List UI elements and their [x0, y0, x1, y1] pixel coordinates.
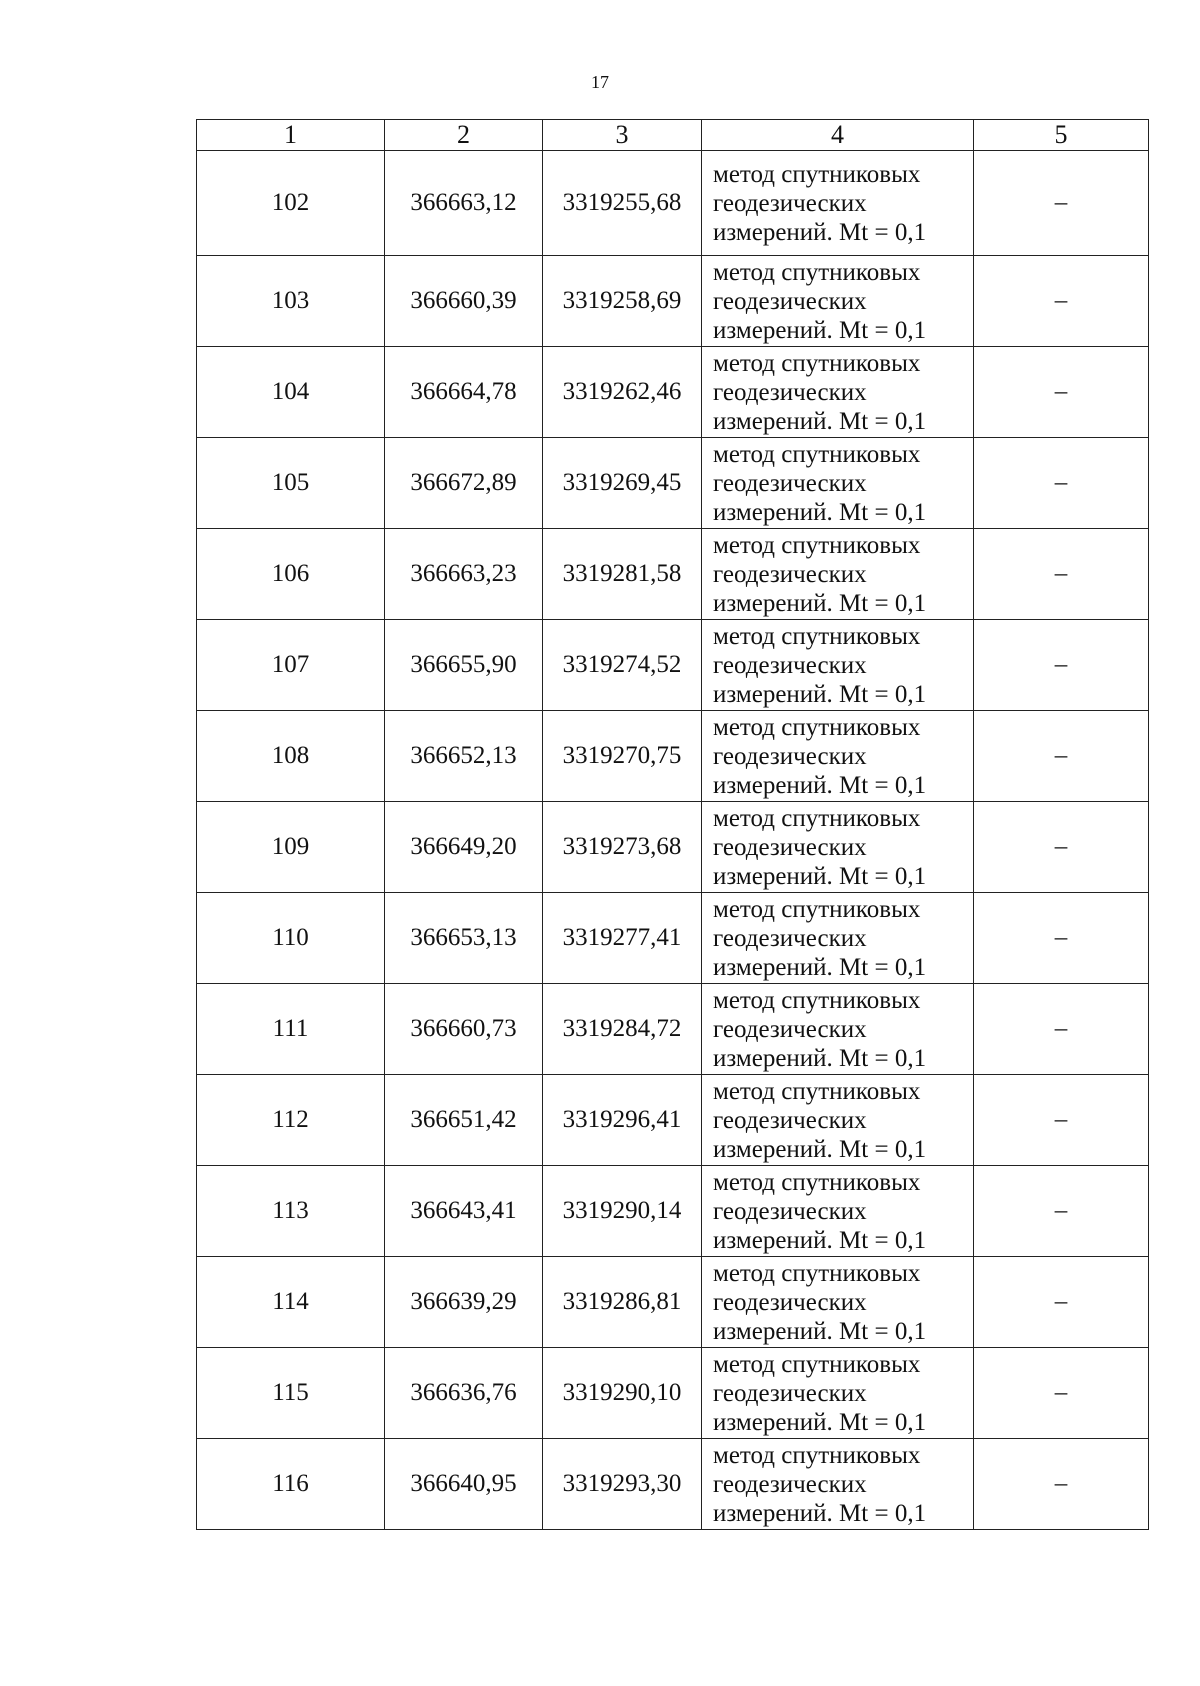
- method-description-line: метод спутниковых: [713, 440, 921, 468]
- method-description-cell: [702, 347, 974, 438]
- point-number-cell: 102: [197, 151, 385, 256]
- coordinate-y-cell: 3319262,46: [543, 347, 702, 438]
- table-row: [197, 1075, 1149, 1166]
- table-header: [197, 120, 1149, 151]
- table-row: [197, 1348, 1149, 1439]
- coordinate-x-cell: 366643,41: [385, 1166, 543, 1257]
- method-description-cell: [702, 1348, 974, 1439]
- coordinate-y-cell: 3319258,69: [543, 256, 702, 347]
- table-row: [197, 893, 1149, 984]
- method-description-line: геодезических: [713, 560, 867, 588]
- header-col-3: 3: [543, 120, 702, 151]
- method-description-line: геодезических: [713, 469, 867, 497]
- coordinates-table: [196, 119, 1149, 1530]
- method-description-cell: [702, 1075, 974, 1166]
- method-description-line: геодезических: [713, 1015, 867, 1043]
- method-description-line: измерений. Mt = 0,1: [713, 1226, 927, 1254]
- method-description-cell: [702, 256, 974, 347]
- method-description-line: метод спутниковых: [713, 986, 921, 1014]
- coordinate-y-cell: 3319293,30: [543, 1439, 702, 1530]
- method-description-line: геодезических: [713, 1197, 867, 1225]
- method-description-cell: [702, 984, 974, 1075]
- method-description-line: измерений. Mt = 0,1: [713, 1408, 927, 1436]
- coordinate-x-cell: 366655,90: [385, 620, 543, 711]
- point-number-cell: 103: [197, 256, 385, 347]
- method-description-cell: [702, 620, 974, 711]
- point-number-cell: 107: [197, 620, 385, 711]
- note-cell: –: [974, 347, 1149, 438]
- header-row: [197, 120, 1149, 151]
- coordinate-y-cell: 3319286,81: [543, 1257, 702, 1348]
- coordinate-x-cell: 366651,42: [385, 1075, 543, 1166]
- coordinate-y-cell: 3319255,68: [543, 151, 702, 256]
- method-description-line: метод спутниковых: [713, 160, 921, 188]
- method-description-line: измерений. Mt = 0,1: [713, 218, 927, 246]
- method-description-line: геодезических: [713, 1288, 867, 1316]
- method-description-line: метод спутниковых: [713, 258, 921, 286]
- note-cell: –: [974, 620, 1149, 711]
- table-row: [197, 1257, 1149, 1348]
- header-col-4: 4: [702, 120, 974, 151]
- coordinate-y-cell: 3319270,75: [543, 711, 702, 802]
- method-description-line: измерений. Mt = 0,1: [713, 1135, 927, 1163]
- method-description-line: измерений. Mt = 0,1: [713, 1317, 927, 1345]
- point-number-cell: 104: [197, 347, 385, 438]
- method-description-cell: [702, 711, 974, 802]
- method-description-line: геодезических: [713, 1470, 867, 1498]
- method-description-cell: [702, 438, 974, 529]
- method-description-line: геодезических: [713, 189, 867, 217]
- coordinate-x-cell: 366649,20: [385, 802, 543, 893]
- method-description-line: геодезических: [713, 924, 867, 952]
- method-description-line: метод спутниковых: [713, 1168, 921, 1196]
- point-number-cell: 106: [197, 529, 385, 620]
- note-cell: –: [974, 984, 1149, 1075]
- note-cell: –: [974, 1075, 1149, 1166]
- coordinate-y-cell: 3319273,68: [543, 802, 702, 893]
- coordinate-y-cell: 3319296,41: [543, 1075, 702, 1166]
- method-description-line: метод спутниковых: [713, 1259, 921, 1287]
- method-description-line: геодезических: [713, 1106, 867, 1134]
- method-description-line: метод спутниковых: [713, 895, 921, 923]
- coordinate-x-cell: 366636,76: [385, 1348, 543, 1439]
- method-description-line: метод спутниковых: [713, 622, 921, 650]
- table-row: [197, 1439, 1149, 1530]
- method-description-cell: [702, 529, 974, 620]
- coordinate-y-cell: 3319290,10: [543, 1348, 702, 1439]
- coordinate-x-cell: 366640,95: [385, 1439, 543, 1530]
- header-col-2: 2: [385, 120, 543, 151]
- note-cell: –: [974, 711, 1149, 802]
- coordinate-x-cell: 366652,13: [385, 711, 543, 802]
- header-col-5: 5: [974, 120, 1149, 151]
- point-number-cell: 108: [197, 711, 385, 802]
- method-description-line: измерений. Mt = 0,1: [713, 771, 927, 799]
- method-description-line: метод спутниковых: [713, 1350, 921, 1378]
- coordinate-x-cell: 366653,13: [385, 893, 543, 984]
- method-description-line: метод спутниковых: [713, 713, 921, 741]
- coordinate-x-cell: 366660,73: [385, 984, 543, 1075]
- method-description-cell: [702, 1257, 974, 1348]
- method-description-cell: [702, 1439, 974, 1530]
- table-row: [197, 620, 1149, 711]
- method-description-line: метод спутниковых: [713, 804, 921, 832]
- point-number-cell: 115: [197, 1348, 385, 1439]
- table-row: [197, 802, 1149, 893]
- point-number-cell: 105: [197, 438, 385, 529]
- coordinate-y-cell: 3319274,52: [543, 620, 702, 711]
- coordinate-x-cell: 366639,29: [385, 1257, 543, 1348]
- note-cell: –: [974, 1439, 1149, 1530]
- point-number-cell: 111: [197, 984, 385, 1075]
- point-number-cell: 114: [197, 1257, 385, 1348]
- method-description-line: измерений. Mt = 0,1: [713, 316, 927, 344]
- coordinate-y-cell: 3319281,58: [543, 529, 702, 620]
- note-cell: –: [974, 1166, 1149, 1257]
- coordinate-y-cell: 3319290,14: [543, 1166, 702, 1257]
- coordinate-x-cell: 366663,23: [385, 529, 543, 620]
- point-number-cell: 116: [197, 1439, 385, 1530]
- table-row: [197, 529, 1149, 620]
- note-cell: –: [974, 151, 1149, 256]
- method-description-line: измерений. Mt = 0,1: [713, 589, 927, 617]
- method-description-line: геодезических: [713, 1379, 867, 1407]
- page-number: 17: [591, 72, 609, 92]
- note-cell: –: [974, 438, 1149, 529]
- method-description-line: измерений. Mt = 0,1: [713, 862, 927, 890]
- coordinate-x-cell: 366672,89: [385, 438, 543, 529]
- table-row: [197, 1166, 1149, 1257]
- note-cell: –: [974, 893, 1149, 984]
- coordinate-x-cell: 366663,12: [385, 151, 543, 256]
- table-row: [197, 438, 1149, 529]
- table-body: [197, 151, 1149, 1530]
- table-row: [197, 711, 1149, 802]
- method-description-line: метод спутниковых: [713, 1077, 921, 1105]
- method-description-line: геодезических: [713, 651, 867, 679]
- note-cell: –: [974, 256, 1149, 347]
- note-cell: –: [974, 529, 1149, 620]
- method-description-line: измерений. Mt = 0,1: [713, 407, 927, 435]
- coordinate-y-cell: 3319284,72: [543, 984, 702, 1075]
- method-description-line: геодезических: [713, 287, 867, 315]
- note-cell: –: [974, 802, 1149, 893]
- note-cell: –: [974, 1257, 1149, 1348]
- coordinate-x-cell: 366664,78: [385, 347, 543, 438]
- table-row: [197, 347, 1149, 438]
- method-description-line: измерений. Mt = 0,1: [713, 1499, 927, 1527]
- coordinate-y-cell: 3319277,41: [543, 893, 702, 984]
- method-description-line: измерений. Mt = 0,1: [713, 1044, 927, 1072]
- point-number-cell: 110: [197, 893, 385, 984]
- method-description-line: метод спутниковых: [713, 531, 921, 559]
- table-row: [197, 151, 1149, 256]
- coordinate-x-cell: 366660,39: [385, 256, 543, 347]
- method-description-line: геодезических: [713, 833, 867, 861]
- point-number-cell: 113: [197, 1166, 385, 1257]
- point-number-cell: 112: [197, 1075, 385, 1166]
- method-description-line: измерений. Mt = 0,1: [713, 680, 927, 708]
- method-description-cell: [702, 1166, 974, 1257]
- method-description-line: измерений. Mt = 0,1: [713, 498, 927, 526]
- method-description-line: метод спутниковых: [713, 1441, 921, 1469]
- coordinate-y-cell: 3319269,45: [543, 438, 702, 529]
- method-description-line: геодезических: [713, 378, 867, 406]
- method-description-line: метод спутниковых: [713, 349, 921, 377]
- method-description-line: измерений. Mt = 0,1: [713, 953, 927, 981]
- method-description-cell: [702, 802, 974, 893]
- table-row: [197, 256, 1149, 347]
- method-description-cell: [702, 893, 974, 984]
- method-description-line: геодезических: [713, 742, 867, 770]
- note-cell: –: [974, 1348, 1149, 1439]
- point-number-cell: 109: [197, 802, 385, 893]
- header-col-1: 1: [197, 120, 385, 151]
- method-description-cell: [702, 151, 974, 256]
- table-row: [197, 984, 1149, 1075]
